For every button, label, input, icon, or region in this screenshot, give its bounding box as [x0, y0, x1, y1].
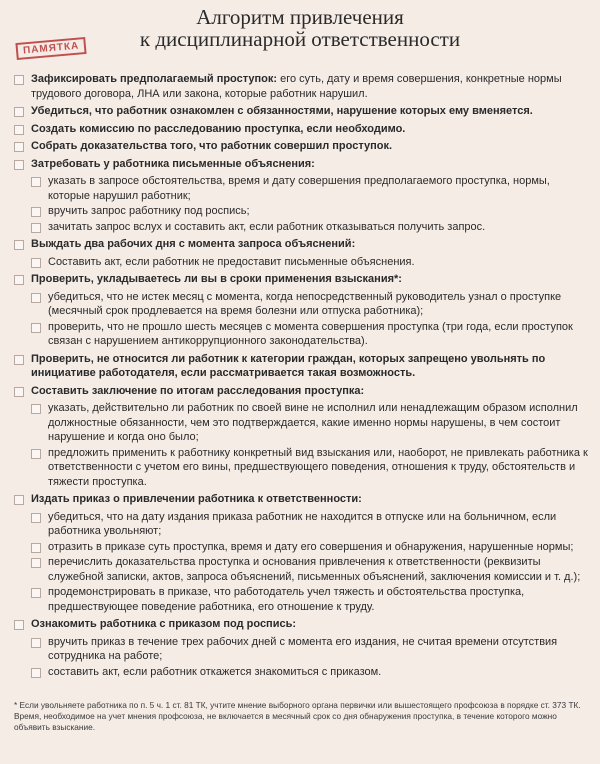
checkbox-icon[interactable]	[31, 513, 41, 523]
checkbox-icon[interactable]	[31, 293, 41, 303]
checkbox-icon[interactable]	[31, 668, 41, 678]
sub-item: отразить в приказе суть проступка, время и дату его совершения и обнаружения, нарушенные нормы;	[14, 540, 588, 555]
sub-item: убедиться, что не истек месяц с момента, когда непосредственный руководитель узнал о проступке (месячный срок продлевается на время болезни или отпуска работника);	[14, 290, 588, 319]
sub-item: проверить, что не прошло шесть месяцев с момента совершения проступка (три года, если проступок связан с нарушением антикоррупционного законодательства).	[14, 320, 588, 349]
title-line-2: к дисциплинарной ответственности	[139, 27, 461, 51]
list-item: Составить заключение по итогам расследования проступка:	[14, 384, 588, 399]
list-item: Затребовать у работника письменные объяснения:	[14, 157, 588, 172]
list-item: Выждать два рабочих дня с момента запроса объяснений:	[14, 237, 588, 252]
checkbox-icon[interactable]	[14, 620, 24, 630]
checkbox-icon[interactable]	[31, 543, 41, 553]
list-item: Ознакомить работника с приказом под роспись:	[14, 617, 588, 632]
checkbox-icon[interactable]	[31, 404, 41, 414]
checkbox-icon[interactable]	[31, 207, 41, 217]
sub-item: составить акт, если работник откажется знакомиться с приказом.	[14, 665, 588, 680]
memo-stamp: ПАМЯТКА	[15, 37, 87, 60]
checkbox-icon[interactable]	[31, 449, 41, 459]
sub-item: предложить применить к работнику конкретный вид взыскания или, наоборот, не привлекать работника к ответственности с учетом его вины, предшествующего поведения, отношения к труду, обстоятельств и тяжести проступка.	[14, 446, 588, 490]
footnote: * Если увольняете работника по п. 5 ч. 1 ст. 81 ТК, учтите мнение выборного органа первички или вышестоящего профсоюза в порядке ст. 373 ТК. Время, необходимое на учет мнения профсоюза, не включается в месячный срок со дня обнаружения проступка, в течение которого можно объявить взыскание.	[14, 700, 581, 732]
sub-item: перечислить доказательства проступка и основания привлечения к ответственности (реквизиты служебной записки, актов, запроса объяснений, письменных объяснений, заключения комиссии и т. д.);	[14, 555, 588, 584]
checkbox-icon[interactable]	[31, 638, 41, 648]
list-item: Собрать доказательства того, что работник совершил проступок.	[14, 139, 588, 154]
list-item: Проверить, не относится ли работник к категории граждан, которых запрещено увольнять по инициативе работодателя, если рассматривается такая возможность.	[14, 352, 588, 381]
page-title	[0, 6, 600, 50]
sub-item: указать, действительно ли работник по своей вине не исполнил или ненадлежащим образом исполнил должностные обязанности, чем это подтверждается, какие именно нормы нарушены, в чем состоит нарушение и когда оно было;	[14, 401, 588, 445]
list-item: Убедиться, что работник ознакомлен с обязанностями, нарушение которых ему вменяется.	[14, 104, 588, 119]
checklist	[14, 72, 588, 680]
checkbox-icon[interactable]	[31, 588, 41, 598]
checkbox-icon[interactable]	[14, 142, 24, 152]
checkbox-icon[interactable]	[31, 177, 41, 187]
checkbox-icon[interactable]	[14, 107, 24, 117]
sub-item: убедиться, что на дату издания приказа работник не находится в отпуске или на больничном, если работника увольняют;	[14, 510, 588, 539]
checkbox-icon[interactable]	[31, 323, 41, 333]
sub-item: вручить запрос работнику под роспись;	[14, 204, 588, 219]
checkbox-icon[interactable]	[14, 240, 24, 250]
checkbox-icon[interactable]	[14, 495, 24, 505]
sub-item: вручить приказ в течение трех рабочих дней с момента его издания, не считая времени отсутствия сотрудника на работе;	[14, 635, 588, 664]
checkbox-icon[interactable]	[14, 125, 24, 135]
checkbox-icon[interactable]	[14, 387, 24, 397]
title-line-1: Алгоритм привлечения	[196, 5, 404, 29]
list-item: Создать комиссию по расследованию проступка, если необходимо.	[14, 122, 588, 137]
checkbox-icon[interactable]	[31, 258, 41, 268]
list-item: Зафиксировать предполагаемый проступок: его суть, дату и время совершения, конкретные нормы трудового договора, ЛНА или закона, которые работник нарушил.	[14, 72, 588, 101]
checkbox-icon[interactable]	[14, 75, 24, 85]
checkbox-icon[interactable]	[14, 355, 24, 365]
list-item: Издать приказ о привлечении работника к ответственности:	[14, 492, 588, 507]
sub-item: указать в запросе обстоятельства, время и дату совершения предполагаемого проступка, нормы, которые нарушил работник;	[14, 174, 588, 203]
checkbox-icon[interactable]	[31, 223, 41, 233]
sub-item: зачитать запрос вслух и составить акт, если работник отказываться получить запрос.	[14, 220, 588, 235]
checkbox-icon[interactable]	[14, 275, 24, 285]
sub-item: продемонстрировать в приказе, что работодатель учел тяжесть и обстоятельства проступка, предшествующее поведение работника, его отношение к труду.	[14, 585, 588, 614]
checkbox-icon[interactable]	[31, 558, 41, 568]
checkbox-icon[interactable]	[14, 160, 24, 170]
sub-item: Составить акт, если работник не предоставит письменные объяснения.	[14, 255, 588, 270]
list-item: Проверить, укладываетесь ли вы в сроки применения взыскания*:	[14, 272, 588, 287]
